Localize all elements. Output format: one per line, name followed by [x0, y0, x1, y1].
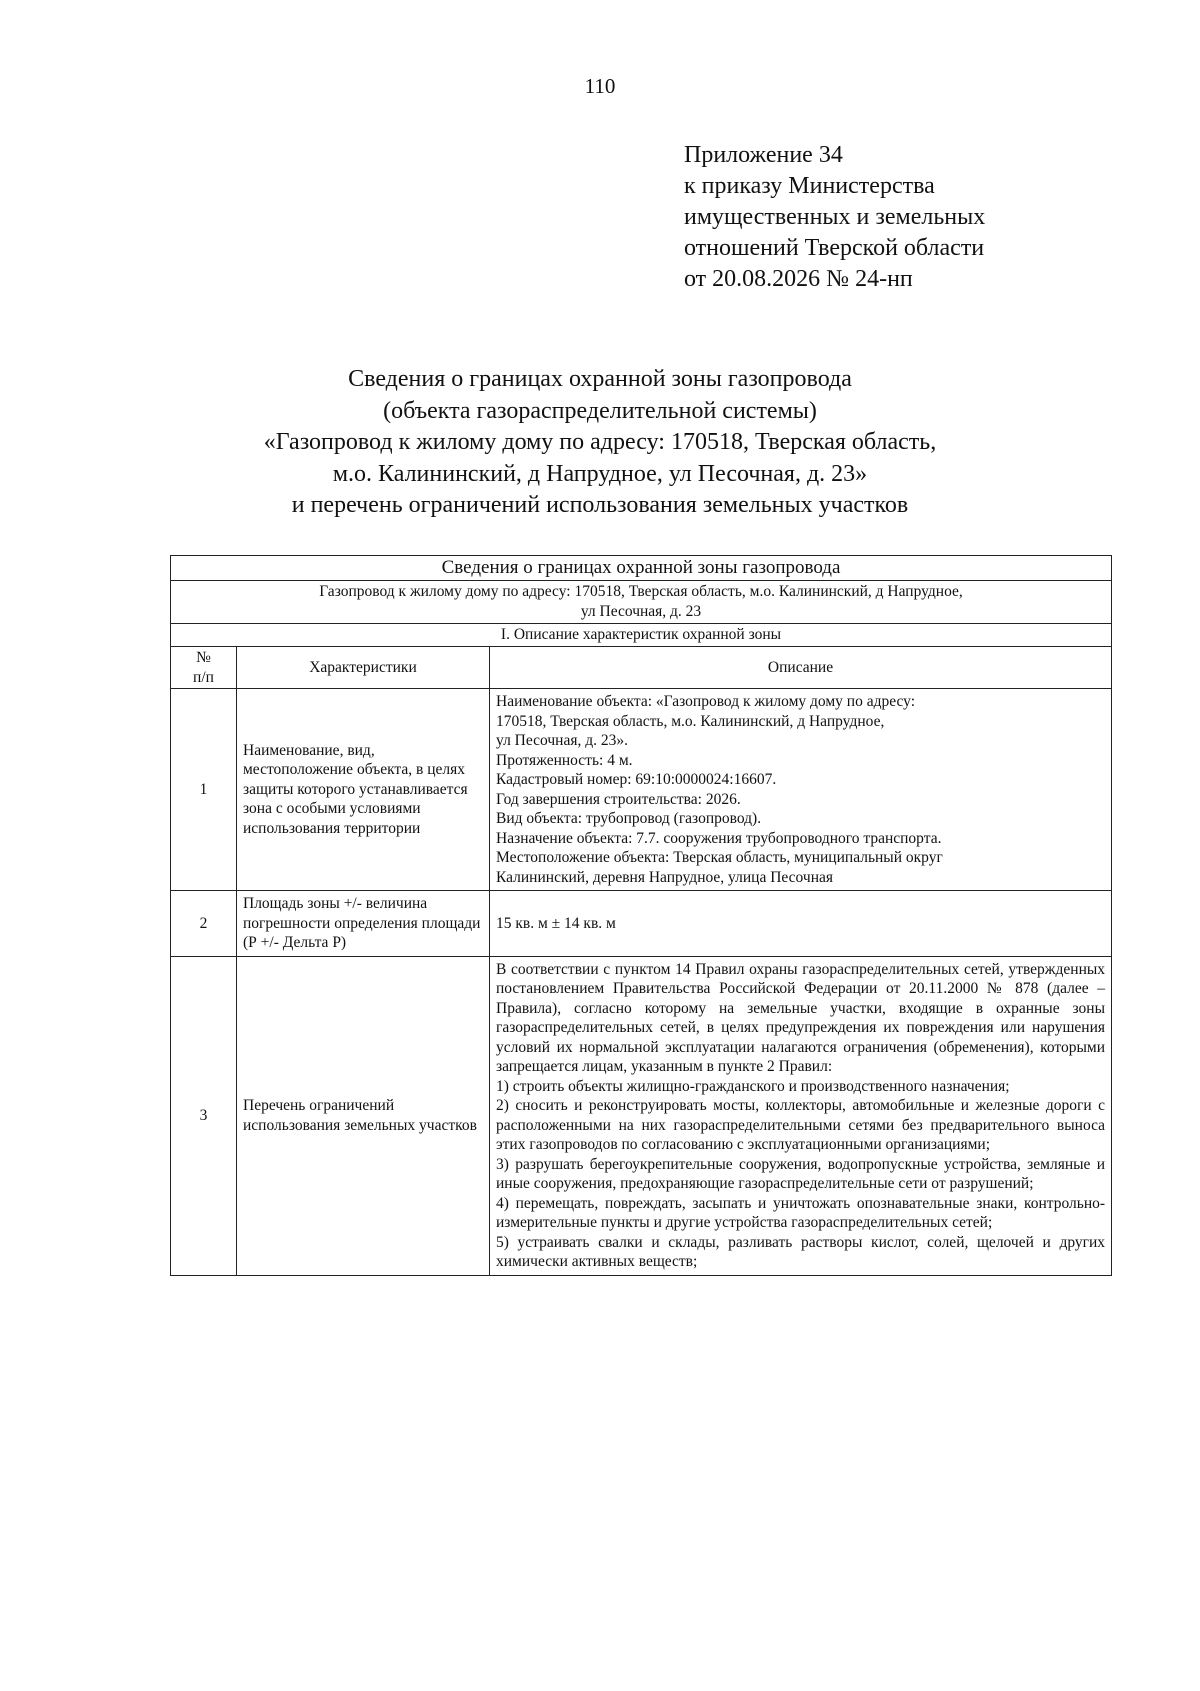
- description-paragraph: В соответствии с пунктом 14 Правил охраны газораспределительных сетей, утвержденных постановлением Правительства Российской Федерации от 20.11.2000 № 878 (далее – Правила), согласно которому на земельные участки, входящие в охранные зоны газораспределительных сетей, в целях предупреждения их повреждения или нарушения условий их нормальной эксплуатации налагаются ограничения (обременения), которыми запрещается лицам, указанным в пункте 2 Правил:: [496, 960, 1106, 1075]
- table-title: Сведения о границах охранной зоны газопровода: [171, 556, 1112, 581]
- description-paragraph: 1) строить объекты жилищно-гражданского и производственного назначения;: [496, 1077, 1010, 1095]
- column-header-num: [171, 647, 237, 689]
- appendix-line: имущественных и земельных: [684, 204, 986, 230]
- row-description: 15 кв. м ± 14 кв. м: [490, 891, 1112, 957]
- section-title: I. Описание характеристик охранной зоны: [171, 624, 1112, 647]
- table-header-row: [171, 556, 1112, 581]
- description-paragraph: 5) устраивать свалки и склады, разливать растворы кислот, солей, щелочей и других химически активных веществ;: [496, 1233, 1106, 1270]
- row-description: [490, 689, 1112, 891]
- table-row: [171, 956, 1112, 1275]
- title-line: Сведения о границах охранной зоны газопровода: [348, 366, 852, 392]
- title-line: «Газопровод к жилому дому по адресу: 170518, Тверская область,: [263, 429, 937, 455]
- row-characteristic: Перечень ограничений использования земельных участков: [237, 956, 490, 1275]
- row-number: 2: [171, 891, 237, 957]
- num-header-line: п/п: [193, 668, 214, 686]
- description-line: Наименование объекта: «Газопровод к жилому дому по адресу:: [496, 693, 916, 710]
- description-line: Назначение объекта: 7.7. сооружения трубопроводного транспорта.: [496, 829, 942, 847]
- description-line: ул Песочная, д. 23».: [496, 732, 628, 749]
- object-line: Газопровод к жилому дому по адресу: 170518, Тверская область, м.о. Калининский, д Напрудное,: [319, 583, 963, 600]
- document-title: [120, 364, 1080, 522]
- appendix-line: от 20.08.2026 № 24-нп: [684, 266, 913, 292]
- description-line: Местоположение объекта: Тверская область, муниципальный округ: [496, 849, 943, 866]
- description-paragraph: 2) сносить и реконструировать мосты, коллекторы, автомобильные и железные дороги с расположенными на них газораспределительными сетями без предварительного выноса этих газопроводов по согласованию с эксплуатационными организациями;: [496, 1097, 1106, 1153]
- description-line: Год завершения строительства: 2026.: [496, 790, 741, 808]
- column-header-description: Описание: [490, 647, 1112, 689]
- row-number: 1: [171, 689, 237, 891]
- object-cell: [171, 581, 1112, 624]
- column-header-row: [171, 647, 1112, 689]
- title-line: и перечень ограничений использования земельных участков: [291, 492, 909, 518]
- description-line: 170518, Тверская область, м.о. Калининский, д Напрудное,: [496, 712, 885, 730]
- num-header-line: №: [196, 649, 211, 666]
- row-description: [490, 956, 1112, 1275]
- appendix-line: к приказу Министерства: [684, 173, 935, 199]
- title-line: м.о. Калининский, д Напрудное, ул Песочная, д. 23»: [332, 460, 868, 487]
- table-row: [171, 891, 1112, 957]
- table-object-row: [171, 581, 1112, 624]
- appendix-line: отношений Тверской области: [684, 235, 985, 261]
- zone-table: [170, 555, 1112, 1276]
- description-line: Калининский, деревня Напрудное, улица Песочная: [496, 868, 833, 886]
- table-section-row: [171, 624, 1112, 647]
- appendix-block: [684, 140, 985, 295]
- description-paragraph: 4) перемещать, повреждать, засыпать и уничтожать опознавательные знаки, контрольно-измерительные пункты и другие устройства газораспределительных сетей;: [496, 1194, 1106, 1231]
- object-line: ул Песочная, д. 23: [580, 603, 702, 620]
- title-line: (объекта газораспределительной системы): [383, 397, 817, 424]
- appendix-line: Приложение 34: [684, 142, 843, 168]
- description-line: Протяженность: 4 м.: [496, 751, 633, 769]
- description-line: Вид объекта: трубопровод (газопровод).: [496, 810, 762, 827]
- row-number: 3: [171, 956, 237, 1275]
- description-paragraph: 3) разрушать берегоукрепительные сооружения, водопропускные устройства, земляные и иные сооружения, предохраняющие газораспределительные сети от разрушений;: [496, 1155, 1106, 1192]
- row-characteristic: Наименование, вид, местоположение объекта, в целях защиты которого устанавливается зона с особыми условиями использования территории: [237, 689, 490, 891]
- description-line: Кадастровый номер: 69:10:0000024:16607.: [496, 771, 777, 788]
- table-row: [171, 689, 1112, 891]
- column-header-characteristics: Характеристики: [237, 647, 490, 689]
- row-characteristic: Площадь зоны +/- величина погрешности определения площади (Р +/- Дельта Р): [237, 891, 490, 957]
- page-number: 110: [584, 74, 616, 98]
